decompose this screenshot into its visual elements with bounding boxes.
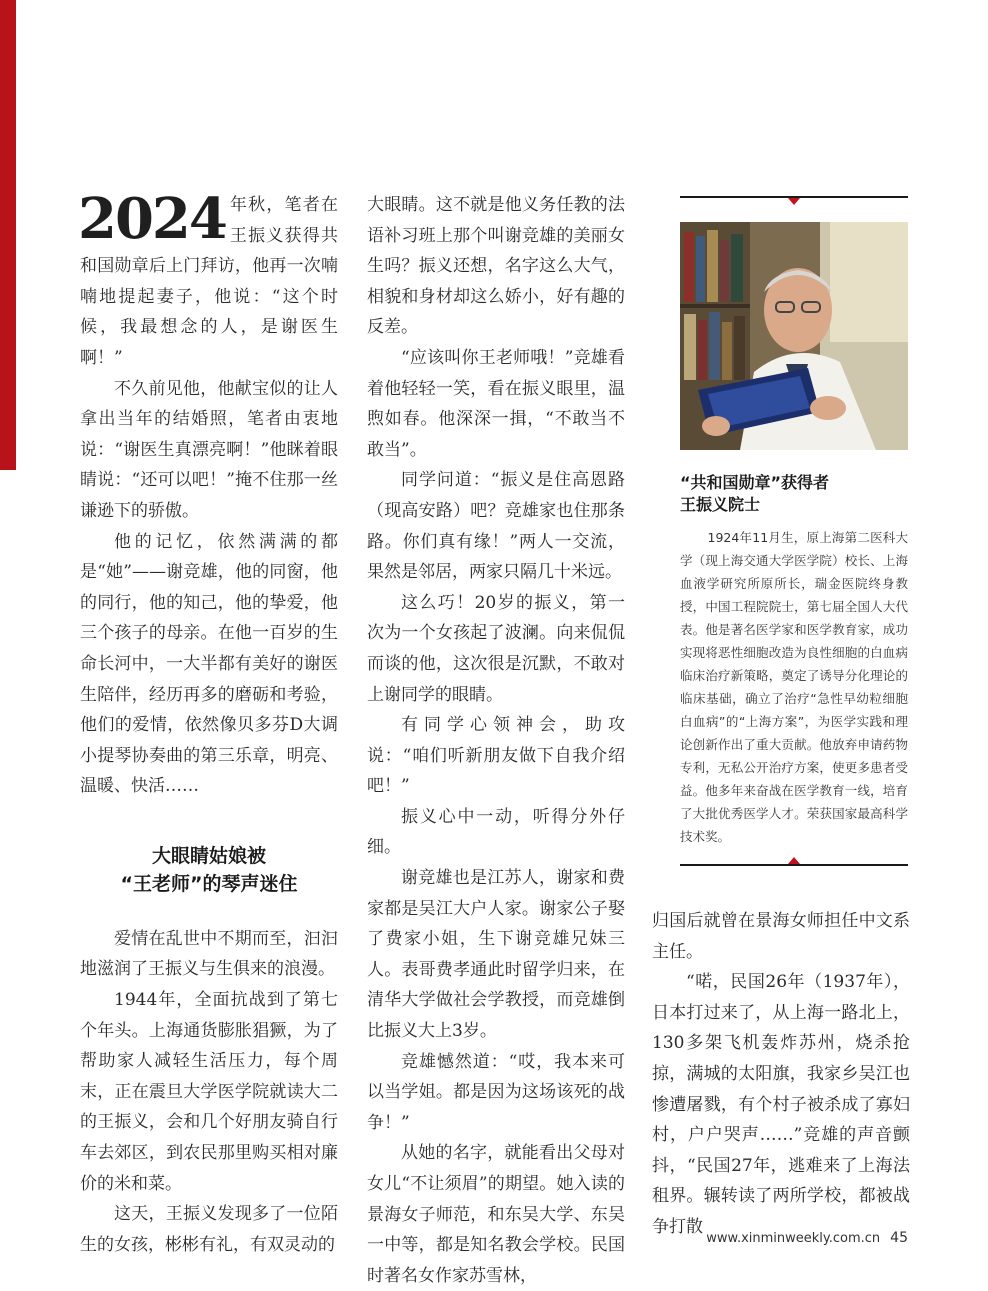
portrait-photo <box>680 222 908 450</box>
sidebar-top-rule <box>680 196 908 198</box>
subheading-line-2: “王老师”的琴声迷住 <box>120 872 298 895</box>
paragraph: “喏，民国26年（1937年），日本打过来了，从上海一路北上，130多架飞机轰炸苏州，烧杀抢掠，满城的太阳旗，我家乡吴江也惨遭屠戮，有个村子被杀成了寡妇村，户户哭声……”竞雄的声音颤抖，“民国27年，逃难来了上海法租界。辗转读了两所学校，都被战争打散 <box>652 972 910 1237</box>
red-triangle-marker <box>788 857 800 864</box>
portrait-caption <box>680 472 908 516</box>
paragraph: 这么巧！20岁的振义，第一次为一个女孩起了波澜。向来侃侃而谈的他，这次很是沉默，不敢对上谢同学的眼睛。 <box>367 592 625 705</box>
opening-paragraph <box>78 186 338 374</box>
opening-paragraph-text: 年秋，笔者在王振义获得共和国勋章后上门拜访，他再一次喃喃地提起妻子，他说：“这个时候，我最想念的人，是谢医生啊！” <box>80 195 338 368</box>
paragraph: 有同学心领神会，助攻说：“咱们听新朋友做下自我介绍吧！” <box>367 715 625 797</box>
page-number: 45 <box>890 1230 908 1246</box>
paragraph: 大眼睛。这不就是他义务任教的法语补习班上那个叫谢竞雄的美丽女生吗？振义还想，名字这么大气，相貌和身材却这么娇小，好有趣的反差。 <box>367 195 625 338</box>
paragraph: 振义心中一动，听得分外仔细。 <box>367 806 625 858</box>
paragraph: “应该叫你王老师哦！”竞雄看着他轻轻一笑，看在振义眼里，温煦如春。他深深一揖，“不敢当不敢当”。 <box>367 347 625 460</box>
page-footer <box>706 1230 908 1246</box>
paragraph: 竞雄憾然道：“哎，我本来可以当学姐。都是因为这场该死的战争！” <box>367 1051 625 1133</box>
section-subheading <box>80 842 338 898</box>
caption-line-1: “共和国勋章”获得者 <box>680 473 830 492</box>
subheading-line-1: 大眼睛姑娘被 <box>151 844 266 867</box>
paragraph: 谢竞雄也是江苏人，谢家和费家都是吴江大户人家。谢家公子娶了费家小姐，生下谢竞雄兄妹三人。表哥费孝通此时留学归来，在清华大学做社会学教授，而竞雄倒比振义大上3岁。 <box>367 868 625 1042</box>
paragraph: 他的记忆，依然满满的都是“她”——谢竞雄，他的同窗，他的同行，他的知己，他的挚爱，他三个孩子的母亲。在他一百岁的生命长河中，一大半都有美好的谢医生陪伴，经历再多的磨砺和考验，他们的爱情，依然像贝多芬D大调小提琴协奏曲的第三乐章，明亮、温暖、快活…… <box>80 531 338 797</box>
article-column-3 <box>652 906 910 1243</box>
article-column-2 <box>367 190 625 1291</box>
paragraph: 同学问道：“振义是住高恩路（现高安路）吧？竞雄家也住那条路。你们真有缘！”两人一交流，果然是邻居，两家只隔几十米远。 <box>367 470 625 583</box>
page-edge-color-bar <box>0 0 16 470</box>
paragraph: 爱情在乱世中不期而至，汩汩地滋润了王振义与生俱来的浪漫。 <box>80 928 338 980</box>
paragraph: 从她的名字，就能看出父母对女儿“不让须眉”的期望。她入读的景海女子师范，和东吴大学、东吴一中等，都是知名教会学校。民国时著名女作家苏雪林， <box>367 1143 625 1286</box>
portrait-sidebar <box>680 196 908 848</box>
portrait-illustration <box>680 222 908 450</box>
paragraph: 归国后就曾在景海女师担任中文系主任。 <box>652 911 910 962</box>
website-url: www.xinminweekly.com.cn <box>706 1231 881 1246</box>
paragraph: 1944年，全面抗战到了第七个年头。上海通货膨胀猖獗，为了帮助家人减轻生活压力，每个周末，正在震旦大学医学院就读大二的王振义，会和几个好朋友骑自行车去郊区，到农民那里购买相对廉价的米和菜。 <box>80 990 338 1194</box>
sidebar-bottom-rule <box>680 864 908 866</box>
drop-cap-year: 2024 <box>78 186 226 252</box>
caption-line-2: 王振义院士 <box>680 495 761 514</box>
article-column-1 <box>78 186 338 1260</box>
red-triangle-marker <box>788 198 800 205</box>
biography-text: 1924年11月生，原上海第二医科大学（现上海交通大学医学院）校长、上海血液学研究所原所长，瑞金医院终身教授，中国工程院院士，第七届全国人大代表。他是著名医学家和医学教育家，成功实现将恶性细胞改造为良性细胞的白血病临床治疗新策略，奠定了诱导分化理论的临床基础，确立了治疗“急性早幼粒细胞白血病”的“上海方案”，为医学实践和理论创新作出了重大贡献。他放弃申请药物专利，无私公开治疗方案，使更多患者受益。他多年来奋战在医学教育一线，培育了大批优秀医学人才。荣获国家最高科学技术奖。 <box>680 530 908 844</box>
paragraph: 这天，王振义发现多了一位陌生的女孩，彬彬有礼，有双灵动的 <box>80 1204 338 1255</box>
paragraph: 不久前见他，他献宝似的让人拿出当年的结婚照，笔者由衷地说：“谢医生真漂亮啊！”他眯着眼睛说：“还可以吧！”掩不住那一丝谦逊下的骄傲。 <box>80 378 338 521</box>
